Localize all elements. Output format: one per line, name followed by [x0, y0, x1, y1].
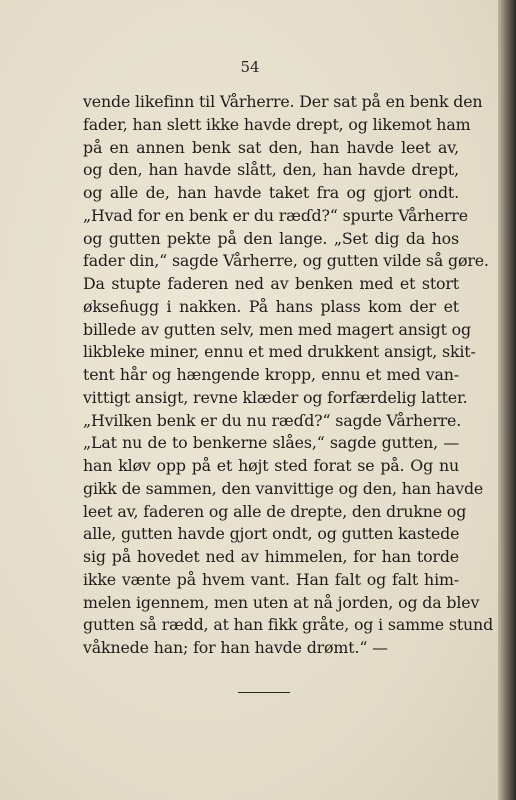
- text-line: gikk de sammen, den vanvittige og den, han havde: [83, 478, 484, 498]
- text-line: „Hvad for en benk er du ræɗd?“ spurte Vårherre: [83, 205, 468, 225]
- text-line: fader, han slett ikke havde drept, og likemot ham: [83, 114, 471, 134]
- text-line: tent hår og hængende kropp, ennu et med van-: [83, 365, 459, 384]
- text-line: „Lat nu de to benkerne slåes,“ sagde gutten, —: [83, 433, 459, 453]
- text-line: og alle de, han havde taket fra og gjort ondt.: [83, 183, 459, 202]
- text-line: gutten så rædd, at han fikk gråte, og i samme stund: [83, 615, 494, 635]
- body-text: [83, 91, 494, 660]
- end-separator: [238, 692, 290, 693]
- text-line: og den, han havde slått, den, han havde drept,: [83, 160, 459, 180]
- book-gutter: [498, 0, 516, 800]
- page-number: 54: [240, 58, 260, 76]
- text-line: på en annen benk sat den, han havde leet av,: [83, 137, 459, 157]
- text-line: alle, gutten havde gjort ondt, og gutten kastede: [83, 524, 460, 544]
- text-line: vende likefinn til Vårherre. Der sat på en benk den: [83, 92, 483, 111]
- text-line: våknede han; for han havde drømt.“ —: [83, 638, 388, 657]
- text-line: Da stupte faderen ned av benken med et stort: [83, 274, 459, 293]
- text-line: fader din,“ sagde Vårherre, og gutten vilde så gøre.: [83, 251, 489, 271]
- text-line: vittigt ansigt, revne klæder og forfærdelig latter.: [83, 387, 468, 407]
- text-line: ikke vænte på hvem vant. Han falt og falt him-: [83, 569, 459, 589]
- text-line: sig på hovedet ned av himmelen, for han torde: [83, 547, 459, 566]
- text-line: leet av, faderen og alle de drepte, den drukne og: [83, 501, 467, 521]
- text-line: økseɦugg i nakken. På hans plass kom der et: [83, 296, 459, 316]
- text-line: han kløv opp på et højt sted forat se på. Og nu: [83, 456, 459, 475]
- text-line: „Hvilken benk er du nu ræɗd?“ sagde Vårherre.: [83, 410, 462, 430]
- text-line: og gutten pekte på den lange. „Set dig da hos: [83, 228, 459, 248]
- text-line: billede av gutten selv, men med magert ansigt og: [83, 319, 472, 339]
- text-line: likbleke miner, ennu et med drukkent ansigt, skit-: [83, 342, 476, 362]
- text-line: melen igennem, men uten at nå jorden, og da blev: [83, 592, 480, 612]
